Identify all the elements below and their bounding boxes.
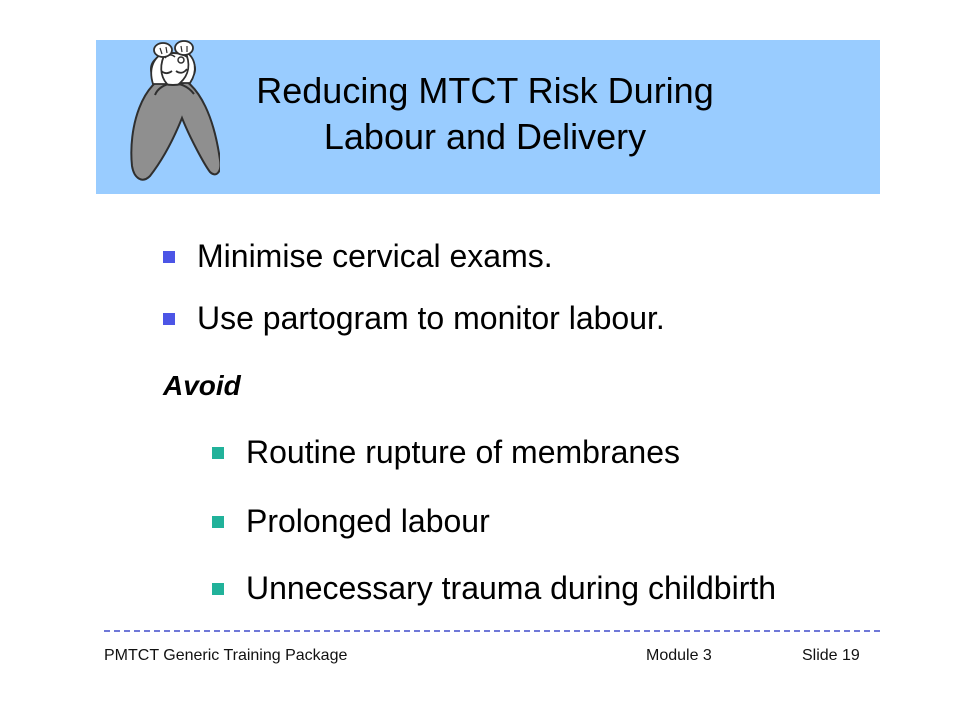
bullet-text-use-partogram: Use partogram to monitor labour. bbox=[197, 300, 665, 336]
ribbon-with-baby-icon bbox=[120, 40, 220, 190]
slide-title bbox=[210, 68, 760, 160]
footer-module: Module 3 bbox=[646, 647, 712, 664]
title-line-2: Labour and Delivery bbox=[323, 116, 647, 157]
square-bullet-icon bbox=[212, 516, 224, 528]
footer-package-name: PMTCT Generic Training Package bbox=[104, 647, 348, 664]
square-bullet-icon bbox=[212, 583, 224, 595]
bullet-text-minimise-cervical-exams: Minimise cervical exams. bbox=[197, 238, 553, 274]
bullet-text-prolonged-labour: Prolonged labour bbox=[246, 503, 490, 539]
square-bullet-icon bbox=[163, 313, 175, 325]
bullet-row bbox=[163, 300, 665, 337]
bullet-text-routine-rupture: Routine rupture of membranes bbox=[246, 434, 680, 470]
footer-slide-number: Slide 19 bbox=[802, 647, 860, 664]
title-line-1: Reducing MTCT Risk During bbox=[256, 70, 714, 111]
bullet-row bbox=[212, 434, 680, 471]
square-bullet-icon bbox=[212, 447, 224, 459]
bullet-row bbox=[212, 503, 490, 540]
bullet-row bbox=[212, 570, 776, 607]
square-bullet-icon bbox=[163, 251, 175, 263]
bullet-row bbox=[163, 238, 553, 275]
footer-divider bbox=[104, 630, 880, 632]
bullet-text-unnecessary-trauma: Unnecessary trauma during childbirth bbox=[246, 570, 777, 606]
avoid-heading: Avoid bbox=[163, 370, 241, 401]
